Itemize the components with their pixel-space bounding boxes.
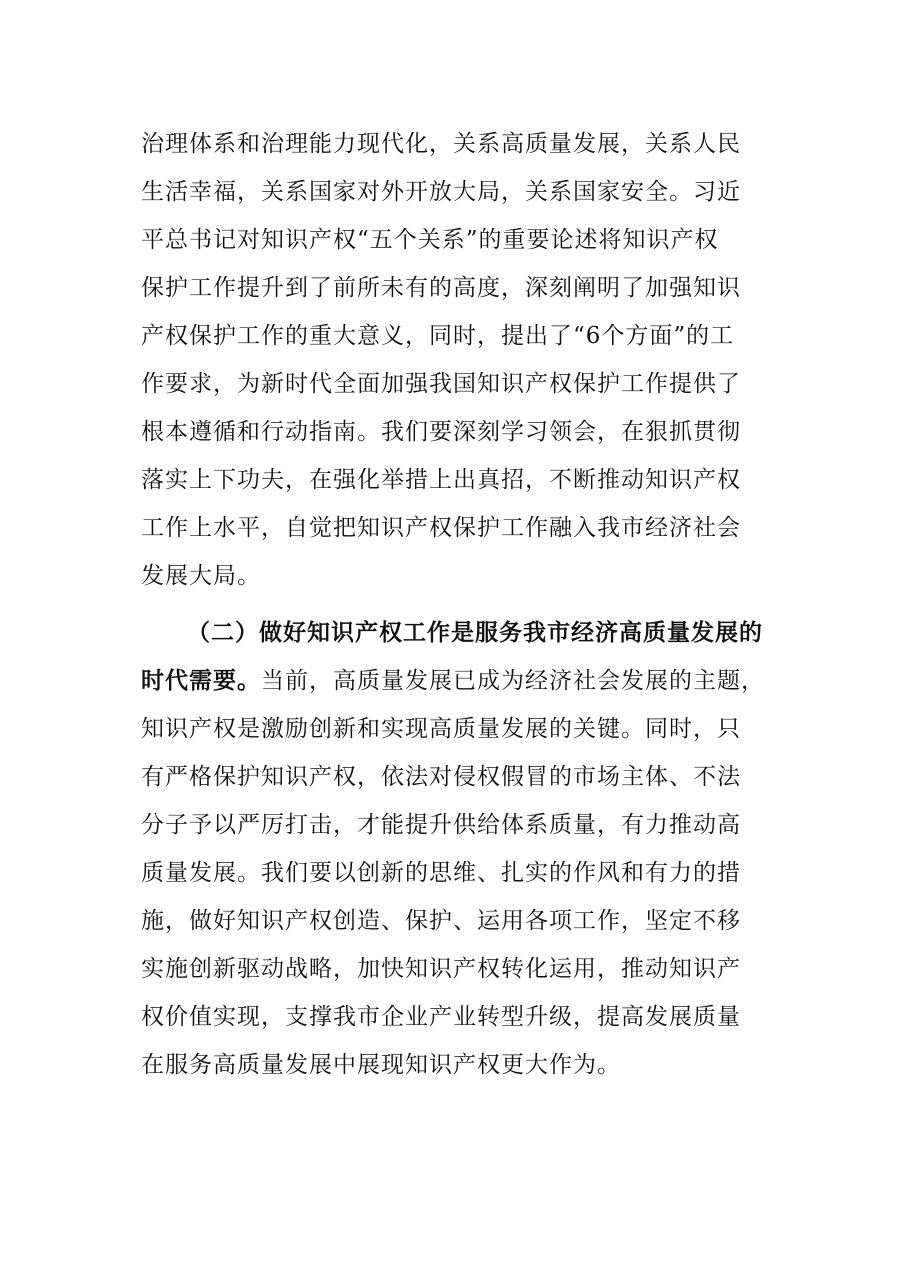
paragraph-line: 质量发展。我们要以创新的思维、扎实的作风和有力的措	[141, 860, 741, 886]
paragraph-line: 保护工作提升到了前所未有的高度，深刻阐明了加强知识	[141, 275, 741, 301]
paragraph-line: 施，做好知识产权创造、保护、运用各项工作，坚定不移	[141, 908, 741, 934]
paragraph-line: 平总书记对知识产权“五个关系”的重要论述将知识产权	[141, 227, 719, 253]
paragraph-line: 根本遵循和行动指南。我们要深刻学习领会，在狠抓贯彻	[141, 419, 741, 445]
paragraph-line: 落实上下功夫，在强化举措上出真招，不断推动知识产权	[141, 467, 741, 493]
paragraph-text: 当前，高质量发展已成为经济社会发展的主题，	[261, 668, 765, 694]
paragraph-line: 发展大局。	[141, 563, 261, 589]
paragraph-line: 生活幸福，关系国家对外开放大局，关系国家安全。习近	[141, 179, 741, 205]
paragraph-line: 实施创新驱动战略，加快知识产权转化运用，推动知识产	[141, 956, 741, 982]
paragraph-line: 在服务高质量发展中展现知识产权更大作为。	[141, 1052, 621, 1078]
paragraph-line: 工作上水平，自觉把知识产权保护工作融入我市经济社会	[141, 515, 741, 541]
paragraph-line: 权价值实现，支撑我市企业产业转型升级，提高发展质量	[141, 1004, 741, 1030]
section-heading: （二）做好知识产权工作是服务我市经济高质量发展的	[187, 620, 763, 646]
paragraph-line: 作要求，为新时代全面加强我国知识产权保护工作提供了	[141, 371, 741, 397]
paragraph-line	[141, 657, 781, 705]
paragraph-line: 有严格保护知识产权，依法对侵权假冒的市场主体、不法	[141, 764, 741, 790]
section-heading-end: 时代需要。	[141, 668, 261, 694]
paragraph-line: 分子予以严厉打击，才能提升供给体系质量，有力推动高	[141, 812, 741, 838]
paragraph-line: 治理体系和治理能力现代化，关系高质量发展，关系人民	[141, 131, 741, 157]
paragraph-line: 产权保护工作的重大意义，同时，提出了“6个方面”的工	[141, 323, 735, 349]
paragraph-2	[141, 609, 781, 1089]
paragraph-1	[141, 120, 781, 600]
paragraph-line: 知识产权是激励创新和实现高质量发展的关键。同时，只	[141, 716, 741, 742]
